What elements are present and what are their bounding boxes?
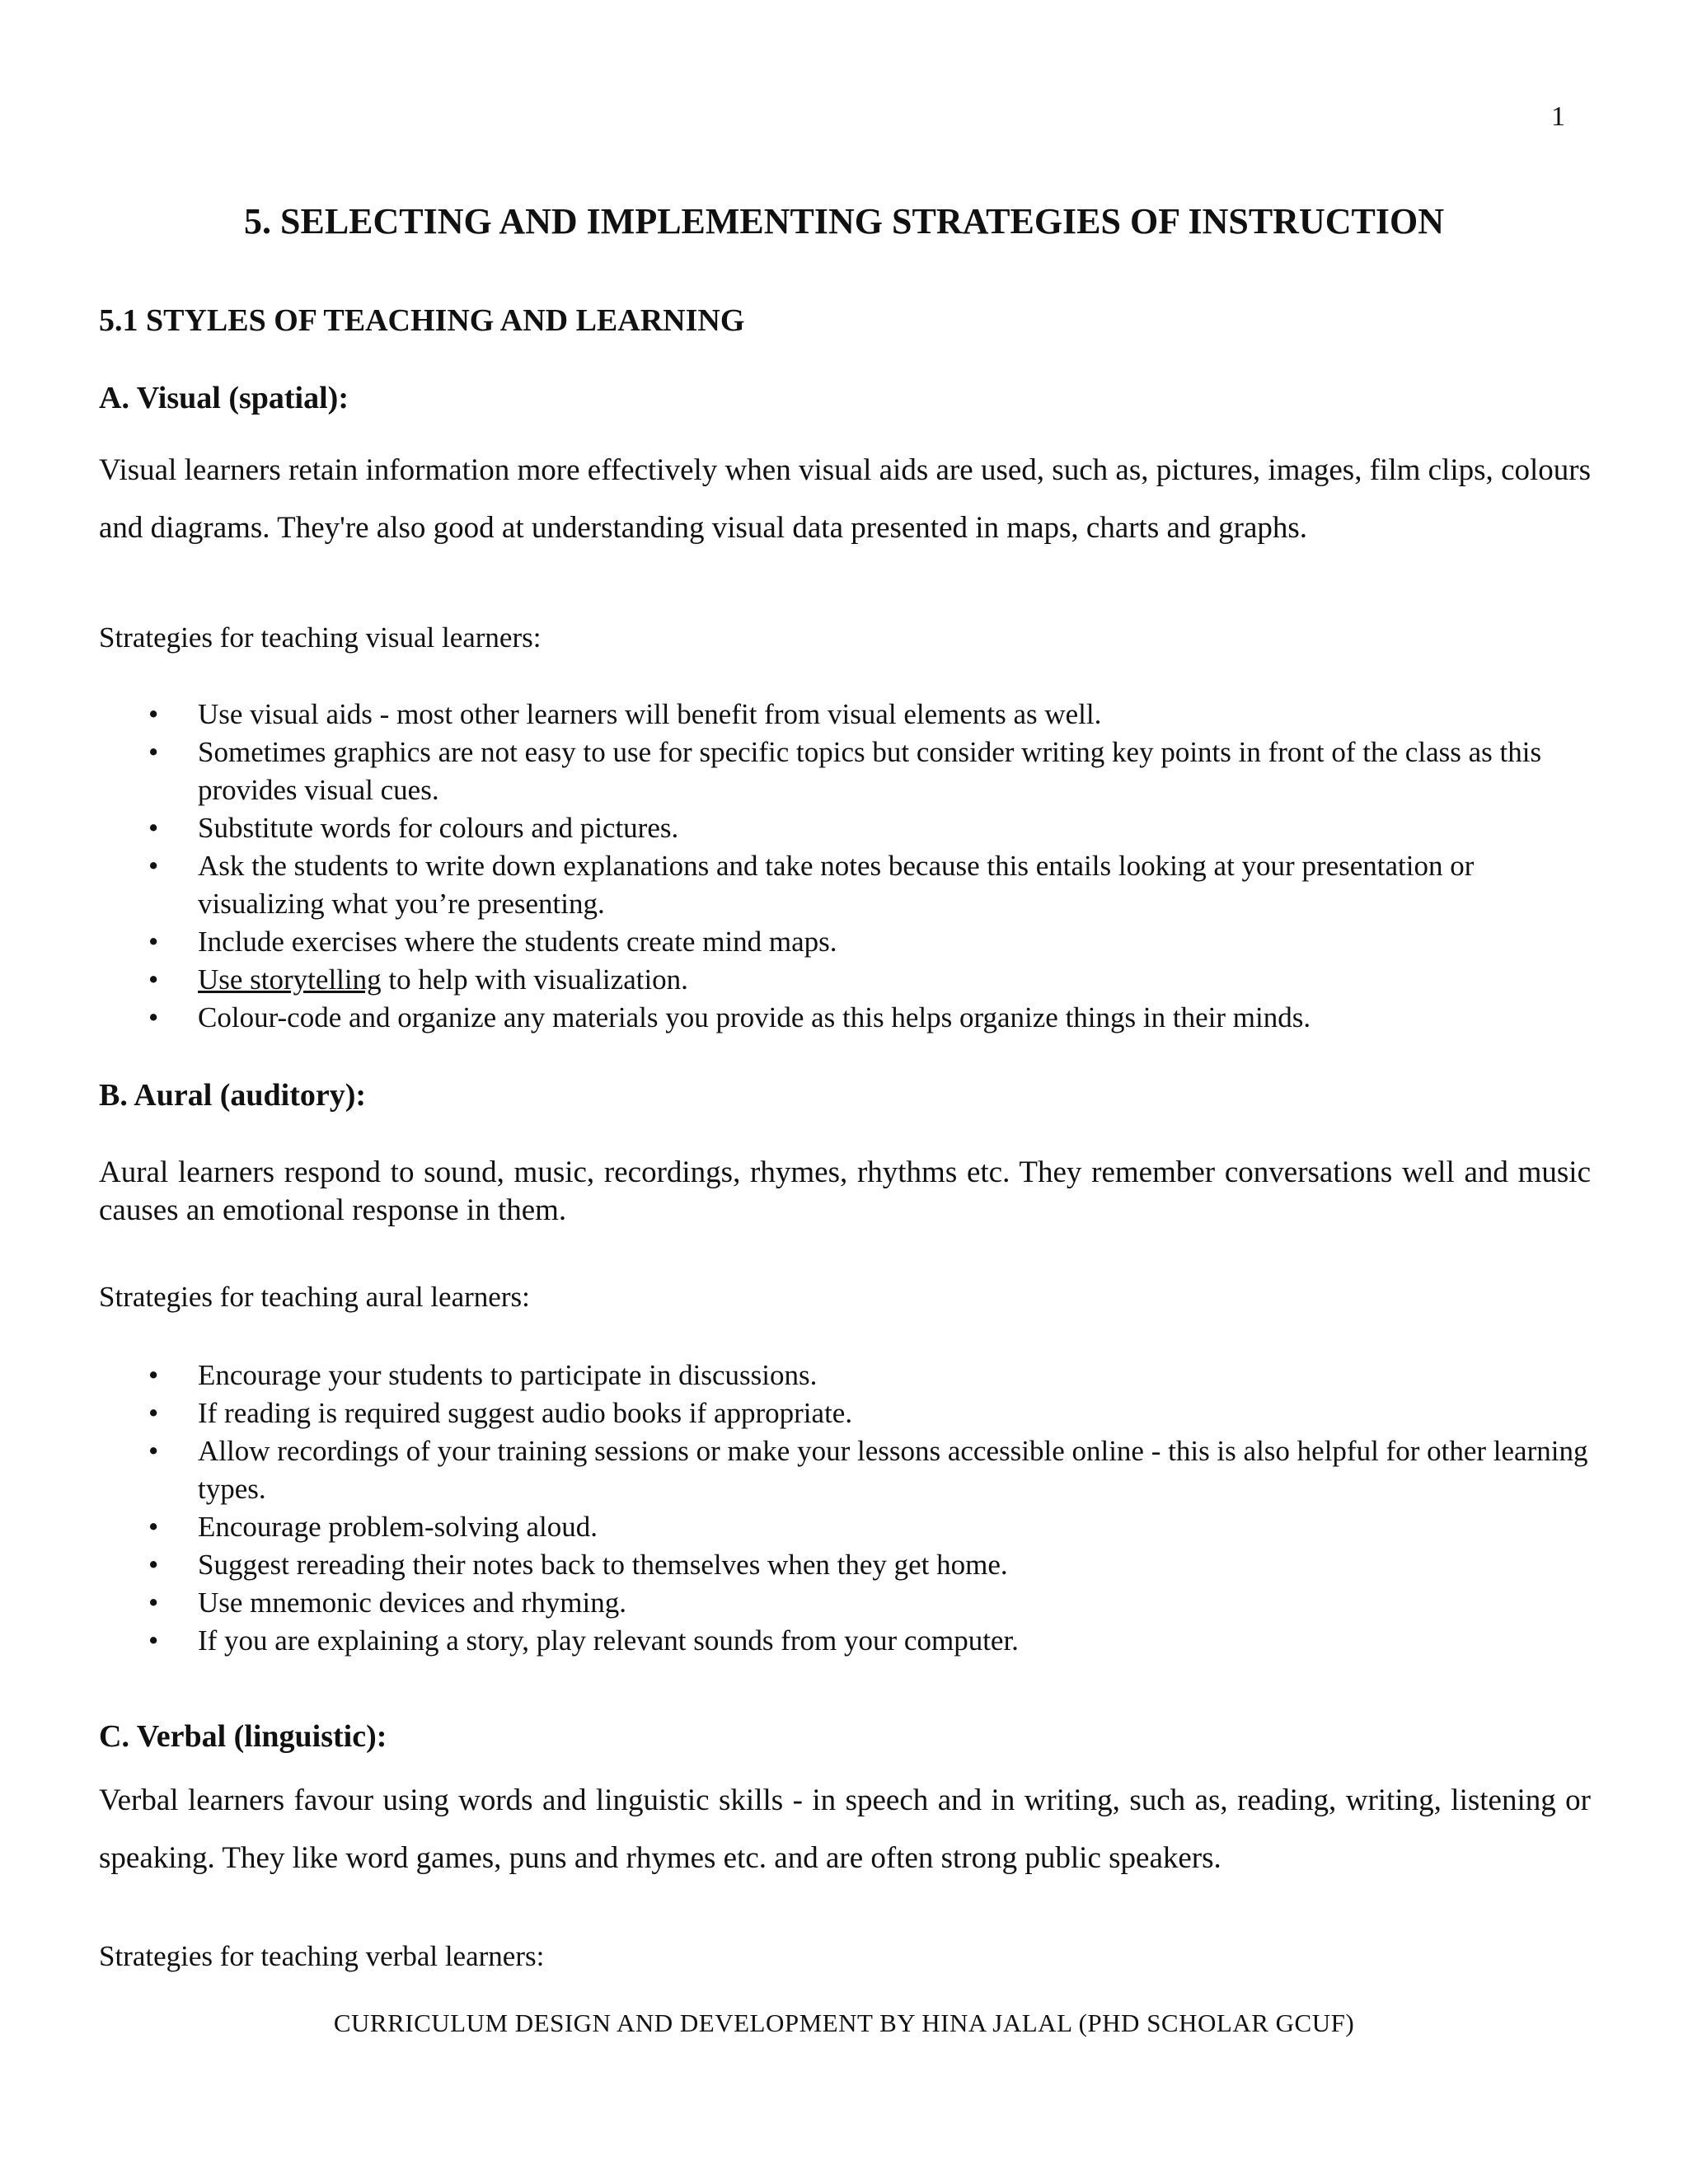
- list-item: • Substitute words for colours and pictures.: [0, 809, 1688, 847]
- aural-strategies-intro: Strategies for teaching aural learners:: [99, 1281, 530, 1313]
- bullet-icon: •: [148, 1586, 159, 1619]
- list-item: • If reading is required suggest audio books if appropriate.: [0, 1394, 1688, 1432]
- chapter-title: 5. SELECTING AND IMPLEMENTING STRATEGIES OF INSTRUCTION: [244, 201, 1444, 241]
- verbal-paragraph: Verbal learners favour using words and linguistic skills - in speech and in writing, such as, reading, writing, listening or speaking. They like word games, puns and rhymes etc. and are often strong public speakers.: [99, 1783, 1591, 1875]
- page-footer: CURRICULUM DESIGN AND DEVELOPMENT BY HINA JALAL (PHD SCHOLAR GCUF): [333, 2008, 1355, 2037]
- list-item: • Sometimes graphics are not easy to use for specific topics but consider writing key points in front of the class as this provides visual cues.: [0, 733, 1688, 809]
- bullet-icon: •: [148, 1549, 159, 1581]
- list-item: • Use visual aids - most other learners will benefit from visual elements as well.: [0, 696, 1688, 733]
- bullet-icon: •: [148, 698, 159, 730]
- list-item: • Ask the students to write down explanations and take notes because this entails looking at your presentation or visualizing what you’re presenting.: [0, 847, 1688, 923]
- list-item: • Encourage problem-solving aloud.: [0, 1508, 1688, 1546]
- list-item: • Use mnemonic devices and rhyming.: [0, 1584, 1688, 1622]
- bullet-icon: •: [148, 1397, 159, 1429]
- bullet-icon: •: [148, 963, 159, 996]
- bullet-icon: •: [148, 850, 159, 882]
- page-number: 1: [1551, 101, 1565, 132]
- aural-strategies-list: [0, 1357, 1688, 1660]
- visual-strategies-list: [0, 696, 1688, 1037]
- verbal-heading: C. Verbal (linguistic):: [99, 1719, 387, 1754]
- visual-heading: A. Visual (spatial):: [99, 381, 349, 415]
- visual-strategies-intro: Strategies for teaching visual learners:: [99, 621, 542, 654]
- visual-paragraph: Visual learners retain information more effectively when visual aids are used, such as, pictures, images, film clips, colours and diagrams. They're also good at understanding visual data presented in maps, charts and graphs.: [99, 453, 1591, 545]
- list-item: • Allow recordings of your training sessions or make your lessons accessible online - this is also helpful for other learning types.: [0, 1432, 1688, 1508]
- bullet-icon: •: [148, 1511, 159, 1543]
- bullet-icon: •: [148, 1624, 159, 1657]
- section-heading: 5.1 STYLES OF TEACHING AND LEARNING: [99, 303, 745, 338]
- bullet-icon: •: [148, 1435, 159, 1467]
- bullet-icon: •: [148, 926, 159, 958]
- aural-heading: B. Aural (auditory):: [99, 1078, 367, 1113]
- list-item: • Encourage your students to participate in discussions.: [0, 1357, 1688, 1394]
- aural-paragraph: Aural learners respond to sound, music, recordings, rhymes, rhythms etc. They remember conversations well and music causes an emotional response in them.: [99, 1155, 1591, 1227]
- list-item: • Include exercises where the students create mind maps.: [0, 923, 1688, 961]
- bullet-icon: •: [148, 1359, 159, 1391]
- list-item: • Use storytelling to help with visualization.: [0, 961, 1688, 999]
- bullet-icon: •: [148, 736, 159, 768]
- use-storytelling-link[interactable]: Use storytelling: [198, 963, 382, 996]
- list-item: • Suggest rereading their notes back to themselves when they get home.: [0, 1546, 1688, 1584]
- bullet-icon: •: [148, 1001, 159, 1033]
- bullet-icon: •: [148, 812, 159, 844]
- verbal-strategies-intro: Strategies for teaching verbal learners:: [99, 1940, 545, 1972]
- list-item: • If you are explaining a story, play relevant sounds from your computer.: [0, 1622, 1688, 1660]
- list-item: • Colour-code and organize any materials you provide as this helps organize things in their minds.: [0, 999, 1688, 1037]
